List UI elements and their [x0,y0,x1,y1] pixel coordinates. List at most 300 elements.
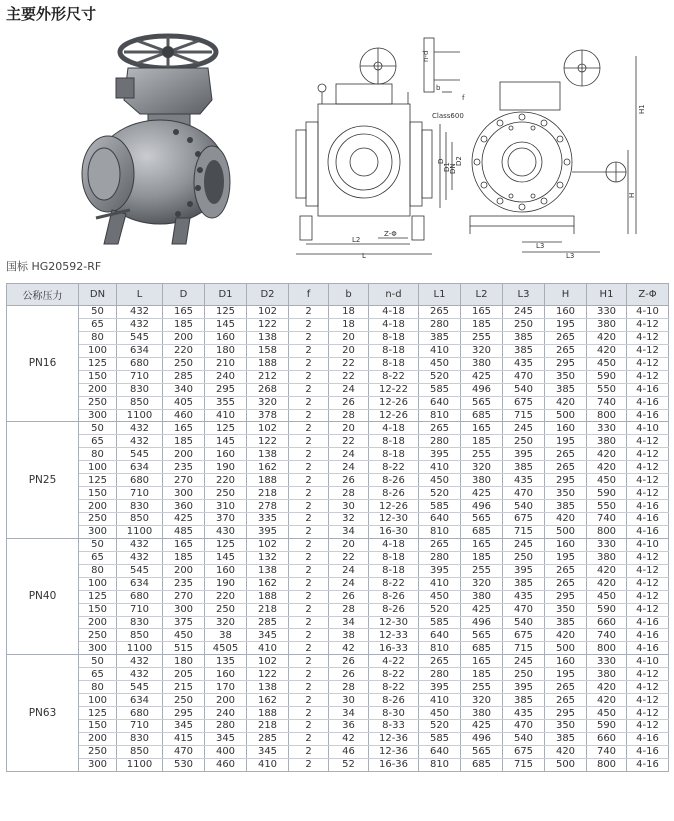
table-cell: 4-18 [369,538,419,551]
table-cell: 675 [503,745,545,758]
table-cell: 265 [419,538,461,551]
table-cell: 4-16 [627,409,669,422]
table-cell: 420 [545,513,587,526]
table-cell: 65 [79,435,117,448]
column-header: Z-Φ [627,284,669,306]
table-cell: 12-33 [369,629,419,642]
table-row [7,538,669,551]
table-cell: 380 [461,590,503,603]
table-cell: 810 [419,409,461,422]
table-cell: 200 [79,383,117,396]
table-cell: 102 [247,422,289,435]
table-cell: 715 [503,525,545,538]
table-cell: 24 [329,577,369,590]
table-cell: 420 [545,396,587,409]
table-cell: 8-26 [369,487,419,500]
table-cell: 850 [117,629,163,642]
table-cell: 4-10 [627,538,669,551]
table-cell: 8-30 [369,707,419,720]
table-cell: 160 [545,655,587,668]
table-cell: 4-16 [627,642,669,655]
table-cell: 138 [247,681,289,694]
table-cell: 350 [545,487,587,500]
table-cell: 240 [205,370,247,383]
table-cell: 830 [117,383,163,396]
table-cell: 2 [289,318,329,331]
table-cell: 2 [289,409,329,422]
table-cell: 18 [329,306,369,319]
table-cell: 470 [503,603,545,616]
table-cell: 12-30 [369,513,419,526]
table-cell: 235 [163,577,205,590]
dim-label-b: b [436,84,441,92]
table-cell: 295 [545,707,587,720]
table-cell: 38 [329,629,369,642]
table-cell: 4-12 [627,331,669,344]
table-cell: 1100 [117,758,163,771]
table-cell: 280 [419,435,461,448]
table-cell: 545 [117,331,163,344]
valve-drawing [0,22,674,260]
table-cell: 2 [289,383,329,396]
table-cell: 2 [289,668,329,681]
table-row [7,525,669,538]
table-cell: 320 [247,396,289,409]
table-cell: 4-18 [369,318,419,331]
table-cell: 2 [289,344,329,357]
table-cell: 200 [163,448,205,461]
table-cell: 195 [545,435,587,448]
table-cell: 295 [545,474,587,487]
table-cell: 520 [419,370,461,383]
table-cell: 218 [247,603,289,616]
table-cell: 138 [247,448,289,461]
table-row [7,758,669,771]
table-cell: 42 [329,732,369,745]
table-cell: 34 [329,707,369,720]
table-cell: 200 [163,331,205,344]
table-cell: 435 [503,707,545,720]
table-cell: 320 [461,461,503,474]
table-row [7,603,669,616]
table-cell: 385 [503,344,545,357]
table-cell: 200 [163,564,205,577]
table-cell: 200 [79,616,117,629]
table-row [7,435,669,448]
table-cell: 8-33 [369,720,419,733]
table-cell: 8-22 [369,370,419,383]
table-cell: 162 [247,461,289,474]
table-cell: 800 [587,409,627,422]
table-cell: 680 [117,474,163,487]
table-cell: 2 [289,525,329,538]
table-cell: 125 [79,590,117,603]
table-cell: 42 [329,642,369,655]
table-cell: 125 [205,306,247,319]
table-cell: 160 [545,306,587,319]
table-cell: 2 [289,758,329,771]
table-cell: 185 [461,551,503,564]
table-cell: 20 [329,422,369,435]
table-cell: 8-26 [369,474,419,487]
table-cell: 640 [419,745,461,758]
table-cell: 800 [587,525,627,538]
table-cell: 430 [205,525,247,538]
table-cell: 2 [289,603,329,616]
table-cell: 685 [461,642,503,655]
table-cell: 425 [461,370,503,383]
table-row [7,513,669,526]
table-cell: 800 [587,758,627,771]
table-cell: 255 [461,564,503,577]
table-cell: 100 [79,694,117,707]
table-cell: 26 [329,474,369,487]
side-view-labels [536,104,646,260]
table-cell: 530 [163,758,205,771]
table-cell: 395 [503,564,545,577]
table-body [7,306,669,772]
table-cell: 188 [247,590,289,603]
table-cell: 4-12 [627,474,669,487]
table-cell: 585 [419,500,461,513]
table-cell: 500 [545,642,587,655]
table-cell: 385 [545,383,587,396]
table-cell: 585 [419,732,461,745]
table-row [7,629,669,642]
table-cell: 162 [247,694,289,707]
table-cell: 8-22 [369,668,419,681]
table-cell: 8-18 [369,435,419,448]
table-cell: 218 [247,487,289,500]
table-cell: 1100 [117,409,163,422]
table-cell: 185 [461,435,503,448]
table-cell: 420 [587,577,627,590]
table-cell: 540 [503,616,545,629]
table-cell: 250 [163,357,205,370]
table-cell: 4-10 [627,655,669,668]
table-cell: 320 [461,577,503,590]
table-cell: 160 [205,564,247,577]
table-cell: 8-18 [369,448,419,461]
table-row [7,383,669,396]
table-cell: 30 [329,500,369,513]
table-cell: 250 [163,694,205,707]
table-cell: 280 [419,318,461,331]
table-cell: 24 [329,448,369,461]
table-cell: 185 [461,318,503,331]
table-cell: 740 [587,513,627,526]
table-cell: 125 [79,357,117,370]
table-cell: 385 [545,500,587,513]
table-cell: 395 [503,681,545,694]
table-row [7,396,669,409]
table-cell: 26 [329,668,369,681]
table-cell: 385 [503,694,545,707]
table-cell: 65 [79,551,117,564]
table-cell: 125 [205,422,247,435]
table-cell: 420 [545,629,587,642]
table-cell: 8-18 [369,344,419,357]
table-cell: 265 [545,461,587,474]
table-cell: 378 [247,409,289,422]
table-cell: 300 [163,487,205,500]
dim-label-l1: L2 [352,236,361,244]
table-cell: 565 [461,629,503,642]
column-header: DN [79,284,117,306]
table-cell: 80 [79,331,117,344]
table-cell: 12-26 [369,500,419,513]
table-cell: 250 [205,603,247,616]
table-cell: 195 [545,551,587,564]
table-row [7,577,669,590]
table-row [7,357,669,370]
table-cell: 380 [587,318,627,331]
table-cell: 400 [205,745,247,758]
table-cell: 185 [163,435,205,448]
table-cell: 380 [461,474,503,487]
table-cell: 195 [545,668,587,681]
table-cell: 640 [419,629,461,642]
table-cell: 675 [503,513,545,526]
table-cell: 2 [289,422,329,435]
table-cell: 680 [117,590,163,603]
table-cell: 160 [545,538,587,551]
table-cell: 496 [461,732,503,745]
table-cell: 590 [587,487,627,500]
table-cell: 4-12 [627,694,669,707]
table-row [7,318,669,331]
table-cell: 28 [329,409,369,422]
table-cell: 380 [587,668,627,681]
table-cell: 2 [289,357,329,370]
table-cell: 710 [117,487,163,500]
table-cell: 8-22 [369,577,419,590]
column-header: H [545,284,587,306]
column-header: D [163,284,205,306]
pressure-class-cell: PN25 [7,422,79,538]
table-cell: 138 [247,564,289,577]
table-cell: 150 [79,370,117,383]
table-cell: 685 [461,758,503,771]
table-cell: 345 [163,720,205,733]
table-cell: 188 [247,474,289,487]
dim-label-dn: DN [449,163,457,174]
column-header: n-d [369,284,419,306]
table-cell: 520 [419,603,461,616]
table-cell: 420 [587,681,627,694]
table-cell: 1100 [117,525,163,538]
table-cell: 200 [79,732,117,745]
table-cell: 425 [461,487,503,500]
table-cell: 30 [329,694,369,707]
table-cell: 550 [587,383,627,396]
table-cell: 460 [205,758,247,771]
table-cell: 350 [545,720,587,733]
table-cell: 245 [503,306,545,319]
table-cell: 26 [329,396,369,409]
table-cell: 50 [79,655,117,668]
table-cell: 102 [247,306,289,319]
table-cell: 4-16 [627,525,669,538]
table-cell: 210 [205,357,247,370]
table-cell: 160 [205,448,247,461]
table-cell: 195 [545,318,587,331]
table-row [7,668,669,681]
table-cell: 165 [163,538,205,551]
table-cell: 235 [163,461,205,474]
table-cell: 420 [587,344,627,357]
table-cell: 250 [503,668,545,681]
table-cell: 385 [545,732,587,745]
table-cell: 165 [461,422,503,435]
column-header: H1 [587,284,627,306]
table-cell: 2 [289,306,329,319]
table-cell: 220 [205,590,247,603]
table-cell: 520 [419,720,461,733]
table-cell: 4-12 [627,487,669,500]
table-cell: 715 [503,409,545,422]
table-cell: 540 [503,500,545,513]
pressure-class-cell: PN16 [7,306,79,422]
table-cell: 4-12 [627,720,669,733]
dim-label-nd: n-d [422,50,430,62]
table-cell: 212 [247,370,289,383]
table-cell: 65 [79,668,117,681]
table-cell: 285 [247,732,289,745]
table-cell: 590 [587,603,627,616]
table-cell: 250 [205,487,247,500]
table-cell: 740 [587,745,627,758]
table-cell: 4-16 [627,629,669,642]
table-cell: 4-16 [627,745,669,758]
table-cell: 2 [289,642,329,655]
table-cell: 545 [117,564,163,577]
table-cell: 100 [79,461,117,474]
table-cell: 496 [461,616,503,629]
table-cell: 300 [79,642,117,655]
pressure-class-cell: PN63 [7,655,79,771]
table-cell: 38 [205,629,247,642]
table-cell: 268 [247,383,289,396]
table-cell: 565 [461,745,503,758]
table-cell: 165 [461,306,503,319]
dim-label-l: L [362,252,366,260]
table-cell: 165 [461,538,503,551]
table-cell: 34 [329,616,369,629]
table-cell: 2 [289,732,329,745]
table-row [7,720,669,733]
table-cell: 710 [117,370,163,383]
table-cell: 4-12 [627,448,669,461]
table-cell: 245 [503,655,545,668]
dim-label-l3: L3 [566,252,575,260]
table-cell: 135 [205,655,247,668]
table-cell: 36 [329,720,369,733]
table-cell: 2 [289,707,329,720]
table-cell: 145 [205,551,247,564]
table-cell: 500 [545,758,587,771]
table-cell: 162 [247,577,289,590]
table-cell: 4-16 [627,500,669,513]
column-header: L2 [461,284,503,306]
table-cell: 34 [329,525,369,538]
table-cell: 380 [461,357,503,370]
table-cell: 4-16 [627,758,669,771]
valve-photo [82,36,230,244]
table-cell: 410 [419,577,461,590]
table-cell: 830 [117,616,163,629]
table-cell: 450 [587,707,627,720]
table-cell: 850 [117,513,163,526]
table-row [7,474,669,487]
table-cell: 150 [79,720,117,733]
table-cell: 425 [461,603,503,616]
table-cell: 4-16 [627,513,669,526]
table-cell: 410 [419,344,461,357]
table-cell: 4-12 [627,344,669,357]
table-cell: 360 [163,500,205,513]
table-cell: 415 [163,732,205,745]
table-cell: 265 [545,448,587,461]
table-cell: 125 [79,474,117,487]
table-cell: 278 [247,500,289,513]
table-cell: 125 [79,707,117,720]
table-cell: 545 [117,448,163,461]
table-cell: 255 [461,681,503,694]
table-cell: 310 [205,500,247,513]
table-cell: 20 [329,344,369,357]
table-row [7,745,669,758]
table-cell: 410 [419,694,461,707]
table-cell: 355 [205,396,247,409]
table-cell: 80 [79,448,117,461]
table-cell: 245 [503,538,545,551]
table-cell: 215 [163,681,205,694]
table-cell: 250 [79,513,117,526]
table-row [7,448,669,461]
table-cell: 710 [117,720,163,733]
table-cell: 450 [419,707,461,720]
dim-label-d2: D2 [455,156,463,166]
dim-label-h1: H1 [638,104,646,114]
dim-label-h: H [628,192,636,198]
table-row [7,344,669,357]
table-cell: 165 [461,655,503,668]
table-cell: 634 [117,694,163,707]
table-cell: 4-12 [627,603,669,616]
table-cell: 432 [117,655,163,668]
table-cell: 710 [117,603,163,616]
table-cell: 8-26 [369,694,419,707]
table-cell: 4-12 [627,681,669,694]
table-cell: 145 [205,435,247,448]
table-cell: 50 [79,538,117,551]
table-cell: 2 [289,629,329,642]
table-cell: 22 [329,370,369,383]
table-cell: 4-12 [627,668,669,681]
table-cell: 300 [79,758,117,771]
table-cell: 295 [545,357,587,370]
table-cell: 28 [329,487,369,500]
table-cell: 385 [503,577,545,590]
table-cell: 4-18 [369,422,419,435]
table-cell: 470 [503,487,545,500]
dim-label-d: D [437,158,445,164]
table-cell: 270 [163,590,205,603]
table-cell: 420 [587,564,627,577]
table-cell: 32 [329,513,369,526]
table-cell: 2 [289,745,329,758]
